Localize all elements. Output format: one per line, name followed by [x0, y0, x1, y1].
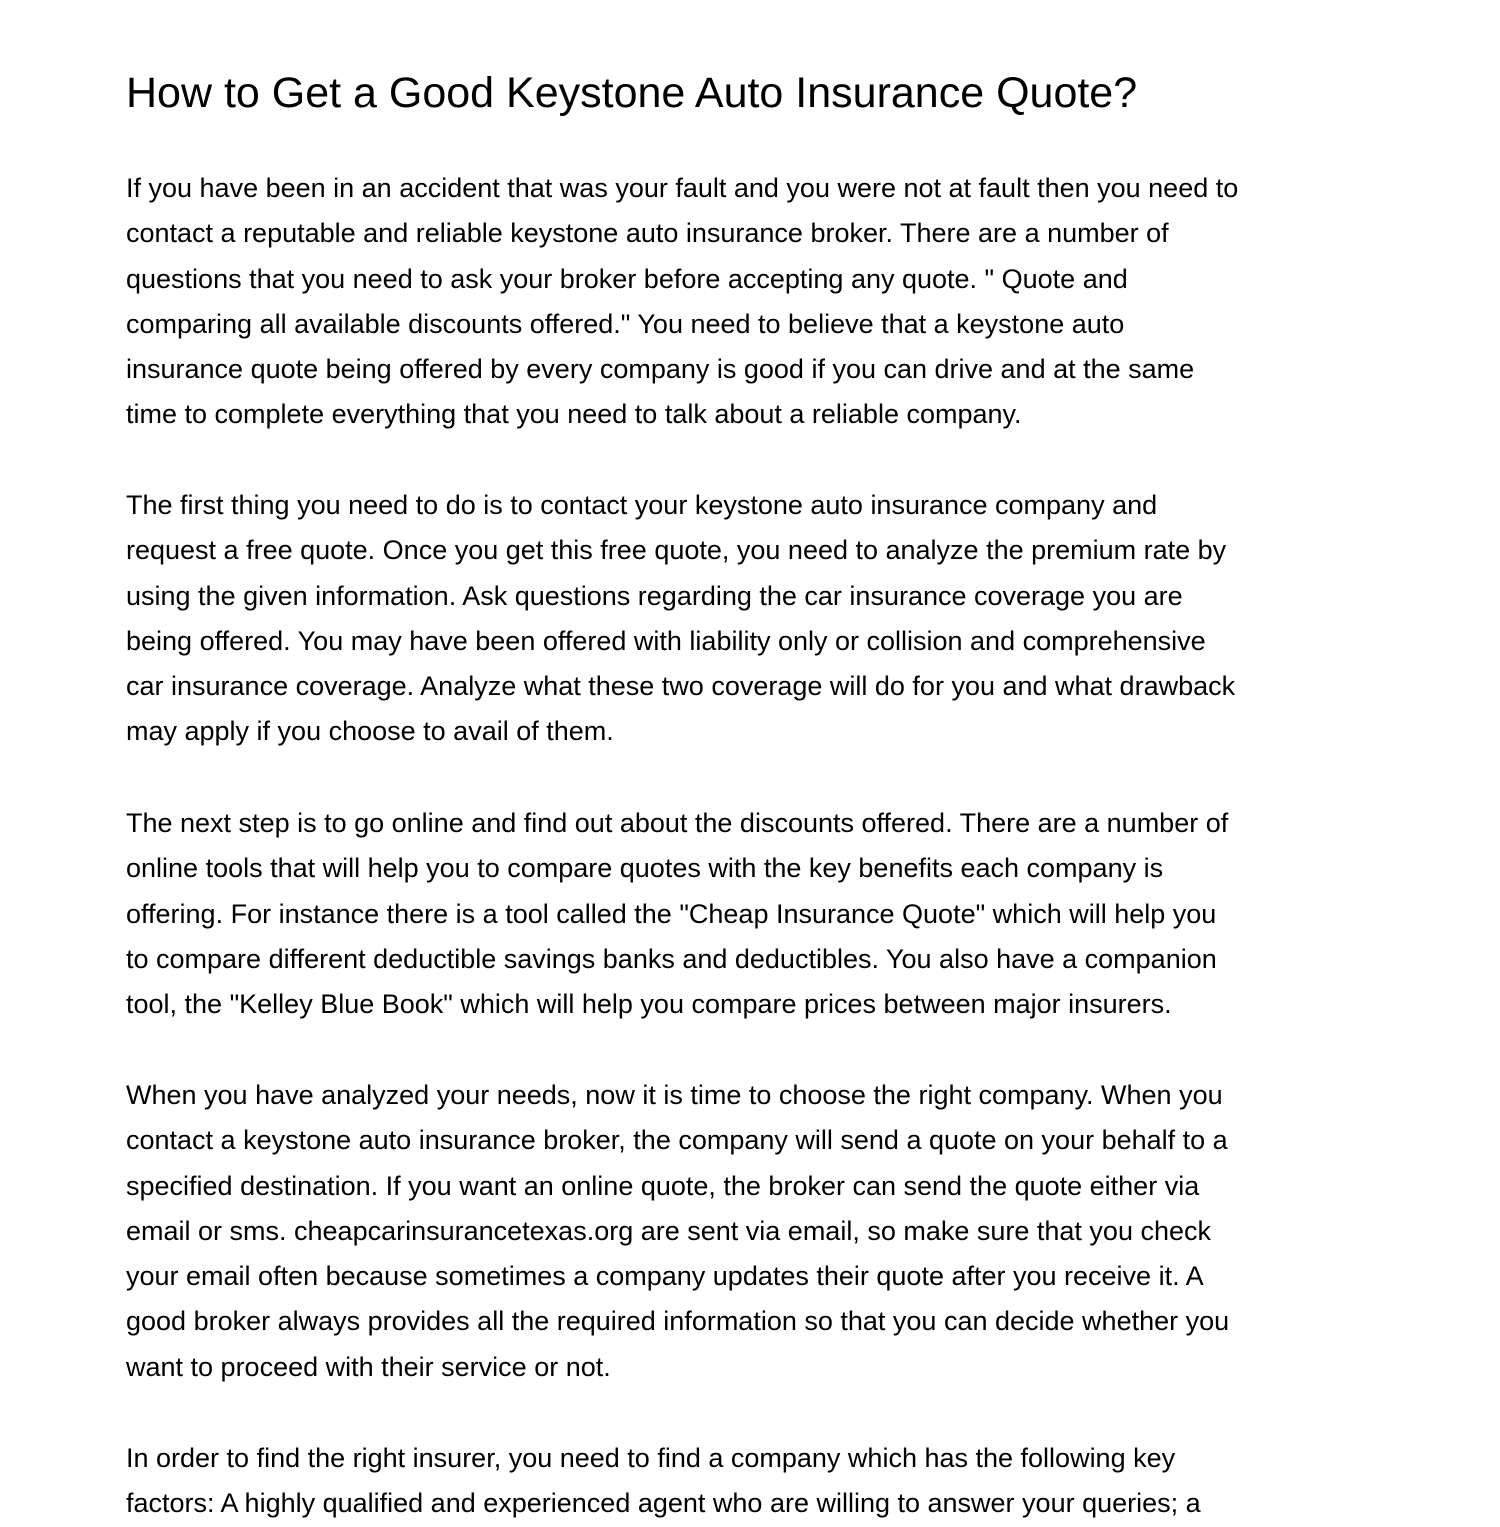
paragraph-5	[126, 1436, 1388, 1527]
paragraph-line: insurance quote being offered by every company is good if you can drive and at the same	[126, 354, 1195, 385]
paragraph-line: factors: A highly qualified and experienced agent who are willing to answer your queries; a	[126, 1488, 1201, 1519]
paragraph-line: tool, the "Kelley Blue Book" which will help you compare prices between major insurers.	[126, 989, 1172, 1020]
paragraph-line: good broker always provides all the required information so that you can decide whether you	[126, 1306, 1230, 1337]
paragraph-line: car insurance coverage. Analyze what these two coverage will do for you and what drawback	[126, 671, 1236, 702]
paragraph-4	[126, 1073, 1388, 1390]
paragraph-line: contact a keystone auto insurance broker, the company will send a quote on your behalf to a	[126, 1125, 1228, 1156]
paragraph-line: specified destination. If you want an online quote, the broker can send the quote either via	[126, 1170, 1200, 1201]
paragraph-line: comparing all available discounts offered." You need to believe that a keystone auto	[126, 308, 1125, 339]
paragraph-line: being offered. You may have been offered with liability only or collision and comprehensive	[126, 625, 1206, 656]
paragraph-1	[126, 166, 1388, 438]
paragraph-line: When you have analyzed your needs, now it is time to choose the right company. When you	[126, 1080, 1223, 1110]
document-page	[126, 0, 1386, 1519]
paragraph-line: to compare different deductible savings banks and deductibles. You also have a companion	[126, 943, 1217, 974]
paragraph-line: time to complete everything that you need to talk about a reliable company.	[126, 399, 1022, 430]
paragraph-line: questions that you need to ask your broker before accepting any quote. " Quote and	[126, 263, 1128, 294]
paragraph-line: online tools that will help you to compare quotes with the key benefits each company is	[126, 853, 1164, 884]
paragraph-line: If you have been in an accident that was your fault and you were not at fault then you need to	[126, 173, 1239, 203]
paragraph-line: The first thing you need to do is to contact your keystone auto insurance company and	[126, 490, 1158, 520]
paragraph-line: want to proceed with their service or not.	[126, 1351, 611, 1382]
paragraph-line: your email often because sometimes a company updates their quote after you receive it. A	[126, 1261, 1204, 1292]
paragraph-line: may apply if you choose to avail of them.	[126, 716, 614, 747]
paragraph-3	[126, 801, 1388, 1027]
paragraph-line: The next step is to go online and find out about the discounts offered. There are a number of	[126, 808, 1229, 838]
paragraph-line: request a free quote. Once you get this free quote, you need to analyze the premium rate by	[126, 535, 1227, 566]
paragraph-line: In order to find the right insurer, you need to find a company which has the following key	[126, 1443, 1176, 1473]
page-title: How to Get a Good Keystone Auto Insurance Quote?	[126, 69, 1138, 117]
paragraph-line: contact a reputable and reliable keystone auto insurance broker. There are a number of	[126, 218, 1169, 249]
paragraph-2	[126, 483, 1388, 755]
paragraph-line: email or sms. cheapcarinsurancetexas.org are sent via email, so make sure that you check	[126, 1215, 1211, 1246]
paragraph-line: offering. For instance there is a tool called the "Cheap Insurance Quote" which will help you	[126, 898, 1217, 929]
paragraph-line: using the given information. Ask questions regarding the car insurance coverage you are	[126, 580, 1183, 611]
